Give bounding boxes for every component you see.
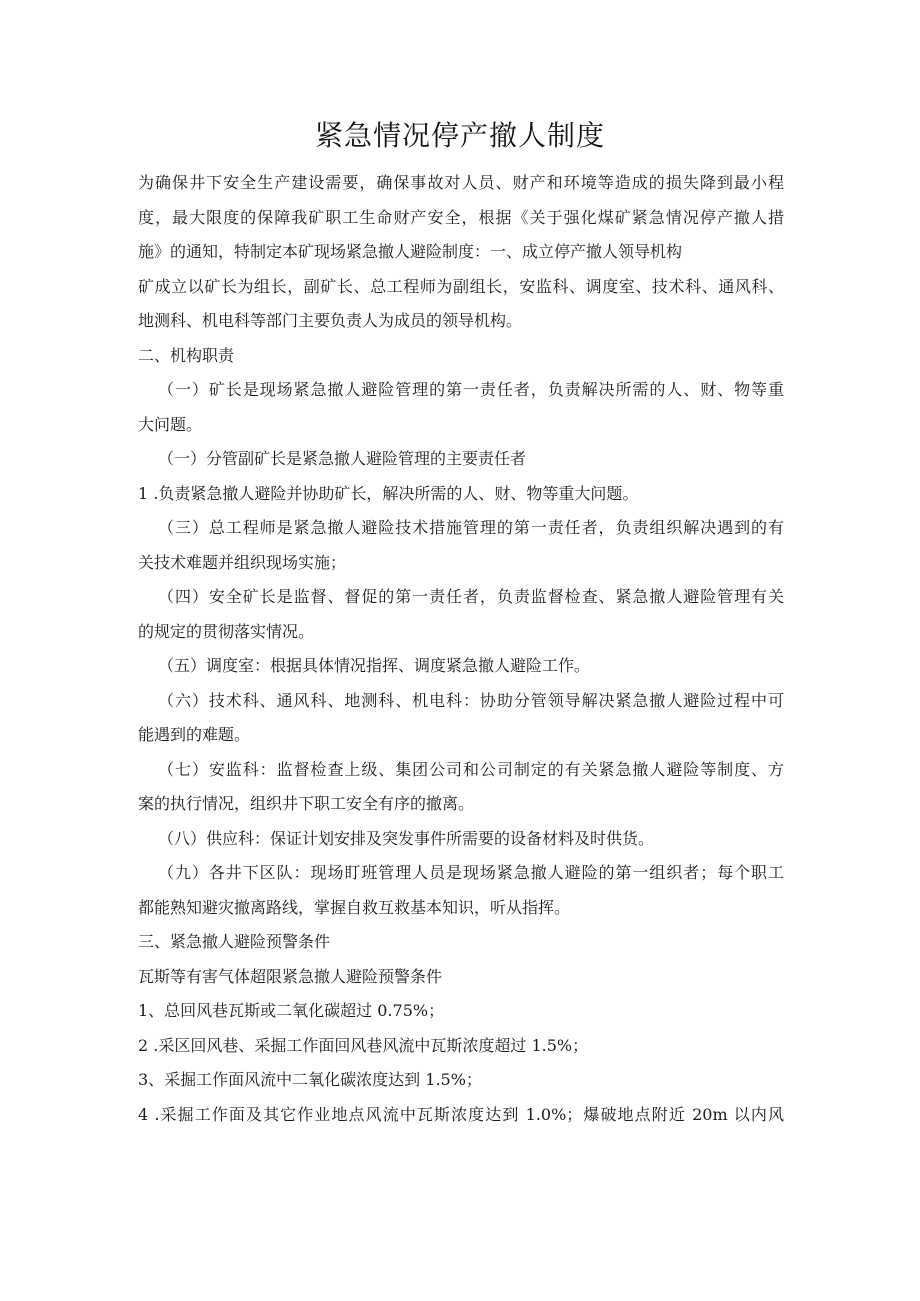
paragraph-line: 度，最大限度的保障我矿职工生命财产安全，根据《关于强化煤矿紧急情况停产撤人措: [138, 207, 784, 227]
document-title: 紧急情况停产撤人制度: [314, 119, 605, 152]
paragraph-line: （七）安监科：监督检查上级、集团公司和公司制定的有关紧急撤人避险等制度、方: [158, 759, 784, 779]
list-item: 2 .采区回风巷、采掘工作面回风巷风流中瓦斯浓度超过 1.5%；: [138, 1035, 589, 1055]
list-item: 1、总回风巷瓦斯或二氧化碳超过 0.75%；: [138, 1001, 445, 1020]
paragraph-line: 关技术难题并组织现场实施；: [138, 552, 347, 572]
paragraph-line: 能遇到的难题。: [138, 725, 251, 744]
paragraph-line: 都能熟知避灾撤离路线，掌握自救互救基本知识，听从指挥。: [138, 897, 571, 917]
paragraph-line: 1 .负责紧急撤人避险并协助矿长，解决所需的人、财、物等重大问题。: [138, 483, 639, 503]
paragraph-line: （三）总工程师是紧急撤人避险技术措施管理的第一责任者，负责组织解决遇到的有: [158, 518, 784, 537]
document-body: [138, 166, 784, 1132]
paragraph-line: 施》的通知，特制定本矿现场紧急撤人避险制度：一、成立停产撤人领导机构: [138, 242, 683, 261]
paragraph-line: 矿成立以矿长为组长，副矿长、总工程师为副组长，安监科、调度室、技术科、通风科、: [138, 276, 784, 296]
paragraph-line: 大问题。: [138, 414, 203, 434]
list-item: 3、采掘工作面风流中二氧化碳浓度达到 1.5%；: [138, 1070, 482, 1089]
section-heading: 二、机构职责: [138, 345, 235, 365]
paragraph-line: 的规定的贯彻落实情况。: [138, 621, 315, 641]
paragraph-line: 为确保井下安全生产建设需要，确保事故对人员、财产和环境等造成的损失降到最小程: [138, 173, 784, 192]
paragraph-line: （一）分管副矿长是紧急撤人避险管理的主要责任者: [158, 449, 527, 468]
paragraph-line: （六）技术科、通风科、地测科、机电科：协助分管领导解决紧急撤人避险过程中可: [158, 690, 784, 710]
subsection-heading: 瓦斯等有害气体超限紧急撤人避险预警条件: [138, 966, 443, 986]
paragraph-line: （九）各井下区队：现场盯班管理人员是现场紧急撤人避险的第一组织者；每个职工: [158, 863, 784, 882]
paragraph-line: 地测科、机电科等部门主要负责人为成员的领导机构。: [138, 311, 523, 330]
list-item: 4 .采掘工作面及其它作业地点风流中瓦斯浓度达到 1.0%；爆破地点附近 20m 以内风: [138, 1104, 784, 1124]
section-heading: 三、紧急撤人避险预警条件: [138, 932, 331, 951]
paragraph-line: 案的执行情况，组织井下职工安全有序的撤离。: [138, 794, 475, 813]
paragraph-line: （一）矿长是现场紧急撤人避险管理的第一责任者，负责解决所需的人、财、物等重: [158, 380, 784, 399]
paragraph-line: （四）安全矿长是监督、督促的第一责任者，负责监督检查、紧急撤人避险管理有关: [158, 587, 784, 606]
paragraph-line: （八）供应科：保证计划安排及突发事件所需要的设备材料及时供货。: [158, 828, 655, 848]
paragraph-line: （五）调度室：根据具体情况指挥、调度紧急撤人避险工作。: [158, 656, 591, 675]
